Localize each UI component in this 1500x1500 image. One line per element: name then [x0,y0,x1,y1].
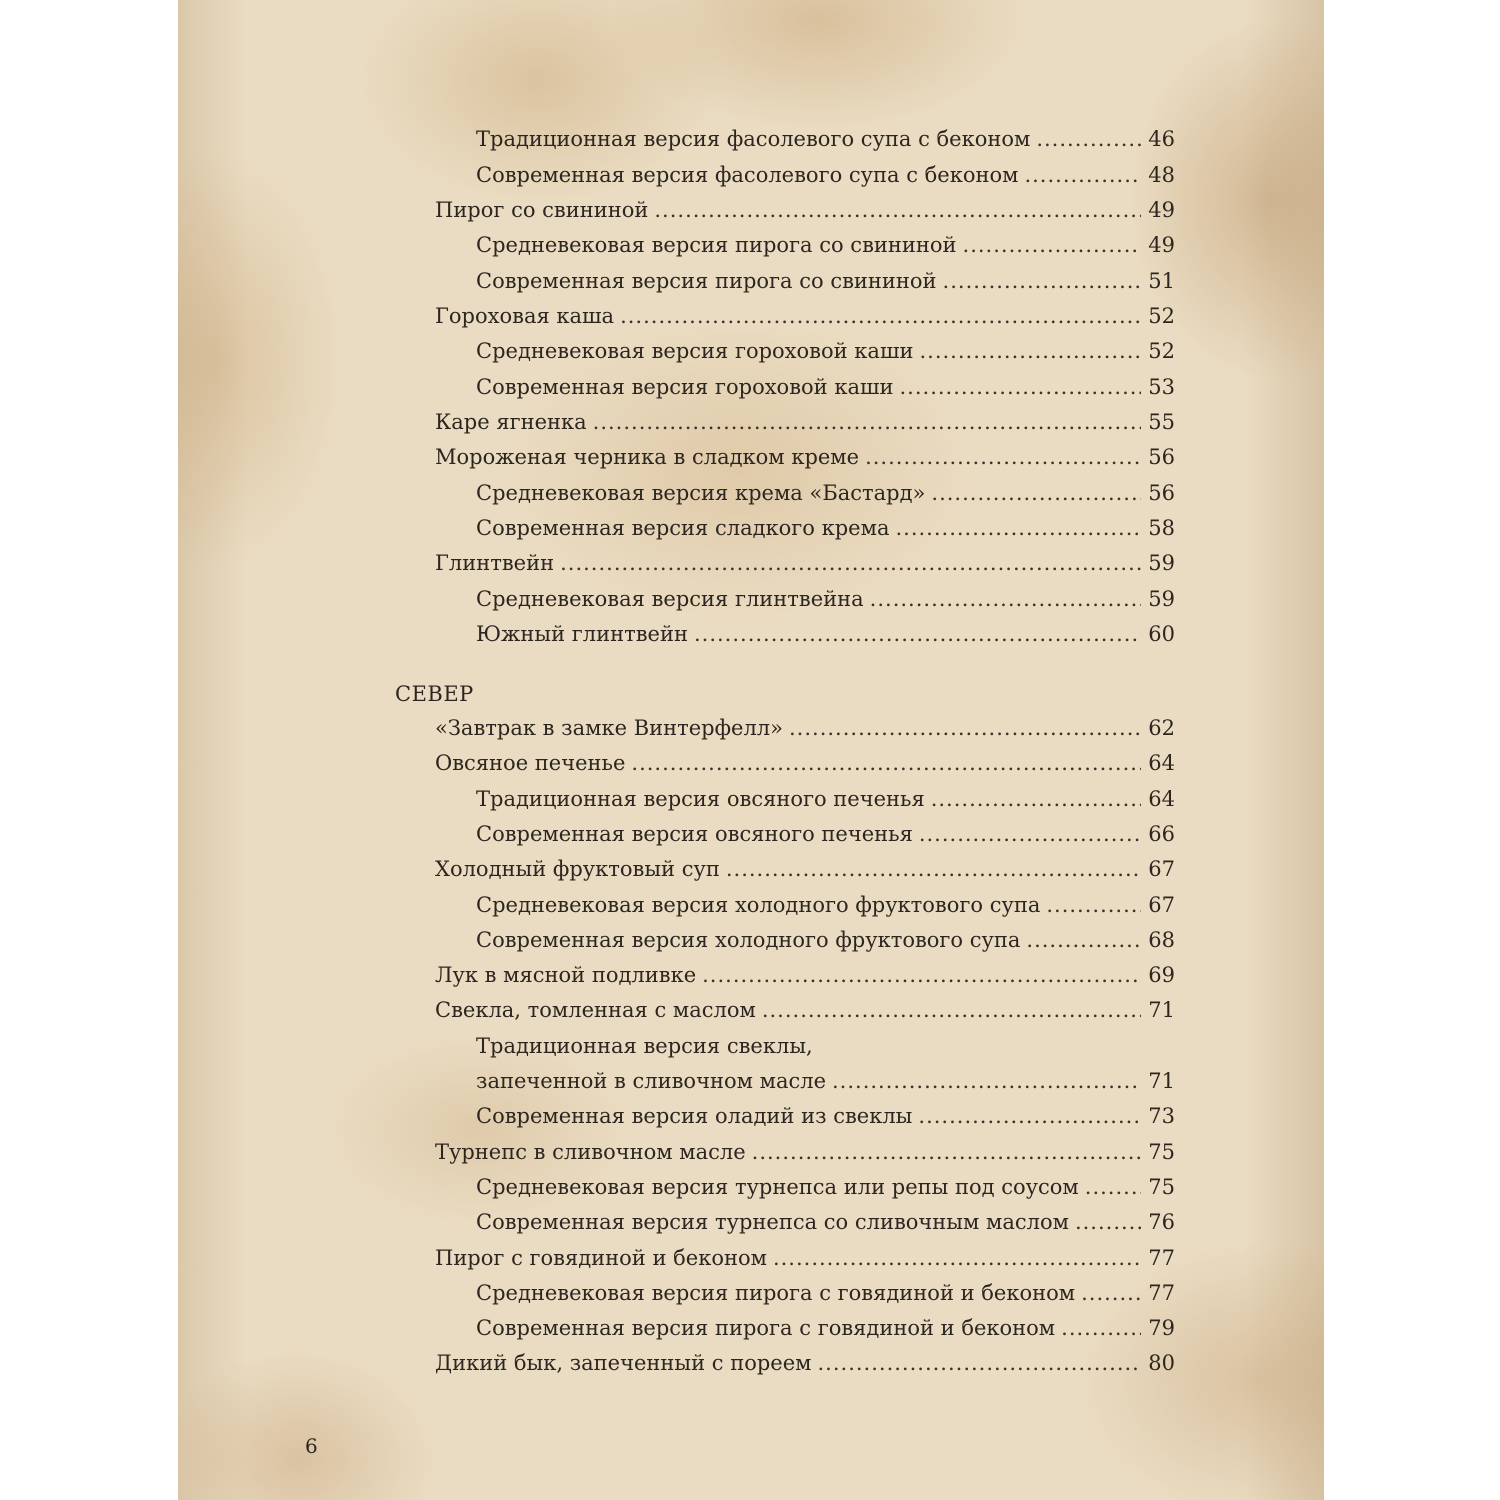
toc-entry-title: Современная версия фасолевого супа с беконом [476,163,1019,187]
toc-entry [476,372,1175,402]
toc-entry [476,1207,1175,1237]
toc-entry-page: 48 [1148,163,1175,187]
dot-leader [900,372,1142,402]
dot-leader [1085,1172,1141,1202]
toc-entry [435,995,1175,1025]
toc-entry-page: 56 [1148,445,1175,469]
toc-entry-title: Традиционная версия фасолевого супа с беконом [476,127,1031,151]
toc-entry-title: Современная версия гороховой каши [476,375,894,399]
dot-leader [1046,890,1141,920]
toc-entry-page: 49 [1148,233,1175,257]
toc-entry [476,819,1175,849]
toc-entry [435,1348,1175,1378]
dot-leader [654,195,1141,225]
toc-entry [435,748,1175,778]
dot-leader [762,995,1141,1025]
toc-entry [435,1243,1175,1273]
dot-leader [1024,160,1141,190]
dot-leader [919,819,1141,849]
toc-entry [476,890,1175,920]
toc-entry-title: Мороженая черника в сладком креме [435,445,860,469]
toc-entry [476,1172,1175,1202]
dot-leader [870,584,1141,614]
toc-entry-page: 60 [1148,622,1175,646]
toc-entry-title: Свекла, томленная с маслом [435,998,756,1022]
dot-leader [919,336,1141,366]
toc-entry-title: Средневековая версия глинтвейна [476,587,864,611]
toc-entry-title: Современная версия овсяного печенья [476,822,913,846]
toc-entry-page: 51 [1148,269,1175,293]
toc-entry [476,1066,1175,1096]
toc-entry-page: 56 [1148,481,1175,505]
toc-entry [476,1101,1175,1131]
toc-entry [435,195,1175,225]
dot-leader [593,407,1141,437]
toc-entry-title: Пирог со свининой [435,198,649,222]
dot-leader [963,230,1141,260]
toc-entry [476,925,1175,955]
toc-entry-page: 67 [1148,893,1175,917]
toc-entry-page: 80 [1148,1351,1175,1375]
dot-leader [1026,925,1141,955]
toc-entry-title: Традиционная версия овсяного печенья [476,787,925,811]
dot-leader [943,266,1141,296]
toc-entry-title: Овсяное печенье [435,751,626,775]
page-number: 6 [305,1434,318,1458]
dot-leader [773,1243,1141,1273]
dot-leader [1061,1313,1141,1343]
toc-entry-page: 76 [1148,1210,1175,1234]
toc-entry-page: 69 [1148,963,1175,987]
toc-entry-page: 75 [1148,1175,1175,1199]
toc-entry-title: Средневековая версия холодного фруктового супа [476,893,1041,917]
dot-leader [1075,1207,1141,1237]
dot-leader [931,478,1141,508]
toc-entry [476,230,1175,260]
toc-entry [435,960,1175,990]
toc-entry [476,584,1175,614]
dot-leader [620,301,1141,331]
dot-leader [865,442,1141,472]
toc-entry-title: Южный глинтвейн [476,622,688,646]
toc-entry [435,854,1175,884]
toc-entry-page: 68 [1148,928,1175,952]
toc-entry-title: Средневековая версия крема «Бастард» [476,481,926,505]
toc-entry-title: Современная версия оладий из свеклы [476,1104,913,1128]
toc-entry-title: Каре ягненка [435,410,587,434]
dot-leader [1081,1278,1141,1308]
toc-entry [476,124,1175,154]
toc-entry-title: Современная версия пирога со свининой [476,269,937,293]
toc-entry-title: Дикий бык, запеченный с пореем [435,1351,812,1375]
toc-entry-continued [476,1031,1175,1061]
toc-entry-title: Гороховая каша [435,304,615,328]
toc-entry [435,713,1175,743]
toc-entry-page: 59 [1148,587,1175,611]
toc-entry-title: Средневековая версия турнепса или репы под соусом [476,1175,1079,1199]
toc-entry [435,548,1175,578]
dot-leader [726,854,1141,884]
toc-entry [476,1313,1175,1343]
toc-entry-title: Современная версия пирога с говядиной и беконом [476,1316,1056,1340]
dot-leader [560,548,1141,578]
dot-leader [1036,124,1141,154]
toc-entry-page: 73 [1148,1104,1175,1128]
toc-entry-page: 52 [1148,304,1175,328]
toc-entry-title: запеченной в сливочном масле [476,1069,826,1093]
toc-entry-page: 46 [1148,127,1175,151]
toc-entry-page: 67 [1148,857,1175,881]
dot-leader [694,619,1141,649]
toc-entry [476,478,1175,508]
toc-entry [476,1278,1175,1308]
toc-entry-page: 52 [1148,339,1175,363]
toc-entry-page: 66 [1148,822,1175,846]
toc-entry-title: Пирог с говядиной и беконом [435,1246,767,1270]
toc-entry [476,266,1175,296]
toc-entry-title: Холодный фруктовый суп [435,857,720,881]
dot-leader [931,784,1141,814]
toc-entry-title: Современная версия холодного фруктового супа [476,928,1021,952]
dot-leader [895,513,1141,543]
toc-entry [476,784,1175,814]
toc-entry-page: 75 [1148,1140,1175,1164]
dot-leader [752,1137,1141,1167]
toc-entry [435,1137,1175,1167]
toc-entry-page: 62 [1148,716,1175,740]
toc-entry-title: Лук в мясной подливке [435,963,697,987]
dot-leader [918,1101,1141,1131]
toc-entry [476,619,1175,649]
dot-leader [702,960,1141,990]
toc-entry [476,513,1175,543]
toc-entry-title: Средневековая версия гороховой каши [476,339,914,363]
dot-leader [789,713,1141,743]
section-heading: СЕВЕР [395,682,474,706]
toc-entry-title: «Завтрак в замке Винтерфелл» [435,716,783,740]
toc-entry-page: 71 [1148,1069,1175,1093]
toc-entry [476,336,1175,366]
toc-entry-title: Традиционная версия свеклы, [476,1034,813,1058]
toc-entry [435,407,1175,437]
toc-entry-title: Средневековая версия пирога с говядиной и беконом [476,1281,1076,1305]
toc-entry-page: 64 [1148,751,1175,775]
toc-entry-page: 64 [1148,787,1175,811]
dot-leader [832,1066,1141,1096]
toc-entry-title: Средневековая версия пирога со свининой [476,233,957,257]
dot-leader [818,1348,1142,1378]
toc-entry-title: Турнепс в сливочном масле [435,1140,746,1164]
toc-entry-page: 77 [1148,1281,1175,1305]
toc-entry [435,442,1175,472]
toc-entry [476,160,1175,190]
toc-entry-page: 58 [1148,516,1175,540]
toc-entry-page: 71 [1148,998,1175,1022]
toc-entry-page: 55 [1148,410,1175,434]
toc-entry-title: Глинтвейн [435,551,555,575]
toc-entry-page: 49 [1148,198,1175,222]
toc-entry-title: Современная версия турнепса со сливочным маслом [476,1210,1069,1234]
toc-entry-title: Современная версия сладкого крема [476,516,890,540]
dot-leader [631,748,1141,778]
toc-entry-page: 59 [1148,551,1175,575]
toc-entry-page: 53 [1148,375,1175,399]
toc-entry-page: 77 [1148,1246,1175,1270]
toc-entry-page: 79 [1148,1316,1175,1340]
toc-entry [435,301,1175,331]
